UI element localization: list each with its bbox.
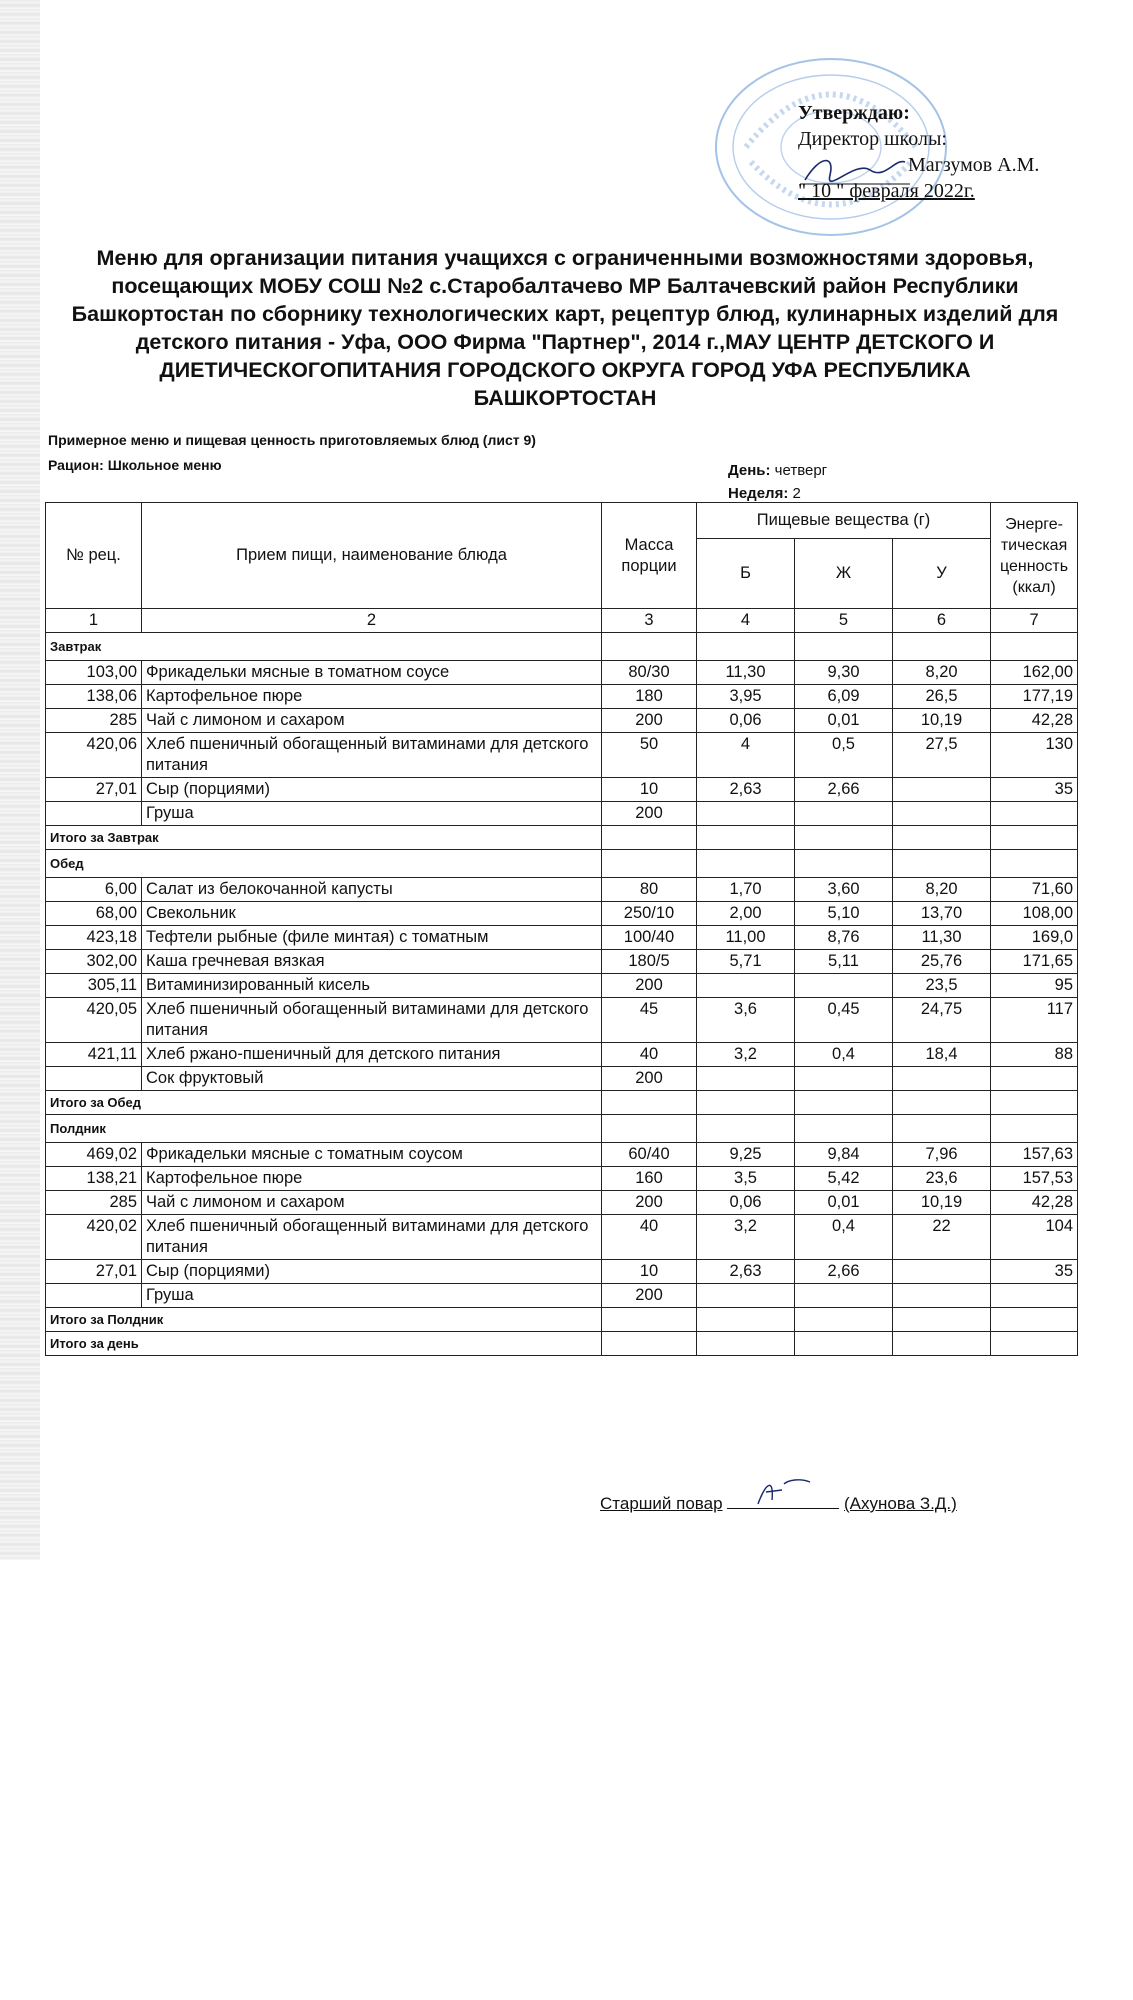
fats-cell: 5,10 bbox=[795, 902, 893, 926]
dish-row bbox=[46, 661, 1078, 685]
portion-mass-cell: 200 bbox=[602, 974, 697, 998]
portion-mass-cell: 200 bbox=[602, 709, 697, 733]
recipe-number-cell: 103,00 bbox=[46, 661, 142, 685]
energy-cell: 171,65 bbox=[991, 950, 1078, 974]
document-title: Меню для организации питания учащихся с ограниченными возможностями здоровья, посещающих МОБУ СОШ №2 с.Старобалтачево МР Балтачевский район Республики Башкортостан по сборнику технологических карт, рецептур блюд, кулинарных изделий для детского питания - Уфа, ООО Фирма "Партнер", 2014 г.,МАУ ЦЕНТР ДЕТСКОГО И ДИЕТИЧЕСКОГОПИТАНИЯ ГОРОДСКОГО ОКРУГА ГОРОД УФА РЕСПУБЛИКА БАШКОРТОСТАН bbox=[71, 246, 1059, 410]
total-row bbox=[46, 1308, 1078, 1332]
fats-cell: 9,30 bbox=[795, 661, 893, 685]
header-proteins: Б bbox=[697, 539, 795, 609]
fats-cell: 0,4 bbox=[795, 1215, 893, 1260]
carbs-cell bbox=[893, 778, 991, 802]
recipe-number-cell: 6,00 bbox=[46, 878, 142, 902]
dish-name-cell: Хлеб пшеничный обогащенный витаминами для детского питания bbox=[142, 1215, 602, 1260]
fats-cell: 2,66 bbox=[795, 1260, 893, 1284]
signature-role: Старший повар bbox=[600, 1494, 723, 1513]
dish-name-cell: Хлеб пшеничный обогащенный витаминами для детского питания bbox=[142, 733, 602, 778]
carbs-cell: 23,5 bbox=[893, 974, 991, 998]
proteins-cell: 11,30 bbox=[697, 661, 795, 685]
fats-cell bbox=[795, 802, 893, 826]
header-portion-mass: Масса порции bbox=[602, 503, 697, 609]
energy-cell: 104 bbox=[991, 1215, 1078, 1260]
approval-heading: Утверждаю: bbox=[798, 102, 910, 124]
meal-section-label: Завтрак bbox=[46, 633, 602, 661]
energy-cell: 130 bbox=[991, 733, 1078, 778]
empty-cell bbox=[795, 1091, 893, 1115]
dish-name-cell: Сок фруктовый bbox=[142, 1067, 602, 1091]
recipe-number-cell bbox=[46, 1067, 142, 1091]
proteins-cell: 3,95 bbox=[697, 685, 795, 709]
dish-name-cell: Фрикадельки мясные с томатным соусом bbox=[142, 1143, 602, 1167]
dish-row bbox=[46, 902, 1078, 926]
portion-mass-cell: 160 bbox=[602, 1167, 697, 1191]
meal-section-row bbox=[46, 1115, 1078, 1143]
dish-row bbox=[46, 709, 1078, 733]
carbs-cell bbox=[893, 1284, 991, 1308]
total-row bbox=[46, 1091, 1078, 1115]
dish-name-cell: Чай с лимоном и сахаром bbox=[142, 1191, 602, 1215]
carbs-cell bbox=[893, 1067, 991, 1091]
portion-mass-cell: 200 bbox=[602, 1067, 697, 1091]
week-info bbox=[728, 485, 801, 502]
day-label: День: bbox=[728, 462, 771, 479]
dish-name-cell: Груша bbox=[142, 1284, 602, 1308]
meal-section-row bbox=[46, 850, 1078, 878]
fats-cell: 2,66 bbox=[795, 778, 893, 802]
header-recipe-number: № рец. bbox=[46, 503, 142, 609]
empty-cell bbox=[991, 826, 1078, 850]
column-index: 6 bbox=[893, 609, 991, 633]
fats-cell: 5,42 bbox=[795, 1167, 893, 1191]
energy-cell: 71,60 bbox=[991, 878, 1078, 902]
proteins-cell: 9,25 bbox=[697, 1143, 795, 1167]
recipe-number-cell: 420,06 bbox=[46, 733, 142, 778]
dish-name-cell: Свекольник bbox=[142, 902, 602, 926]
menu-table bbox=[45, 502, 1078, 1356]
empty-cell bbox=[602, 1308, 697, 1332]
recipe-number-cell: 421,11 bbox=[46, 1043, 142, 1067]
ration: Рацион: Школьное меню bbox=[48, 457, 222, 473]
approval-date: " 10 " февраля 2022г. bbox=[798, 180, 975, 202]
portion-mass-cell: 200 bbox=[602, 1191, 697, 1215]
meal-section-row bbox=[46, 633, 1078, 661]
empty-cell bbox=[795, 1115, 893, 1143]
empty-cell bbox=[991, 1332, 1078, 1356]
dish-name-cell: Фрикадельки мясные в томатном соусе bbox=[142, 661, 602, 685]
week-label: Неделя: bbox=[728, 485, 789, 502]
energy-cell: 88 bbox=[991, 1043, 1078, 1067]
carbs-cell: 8,20 bbox=[893, 661, 991, 685]
header-energy: Энерге-тическая ценность (ккал) bbox=[991, 503, 1078, 609]
proteins-cell: 11,00 bbox=[697, 926, 795, 950]
scan-edge-shadow bbox=[0, 0, 40, 1560]
energy-cell: 117 bbox=[991, 998, 1078, 1043]
fats-cell bbox=[795, 1067, 893, 1091]
carbs-cell: 7,96 bbox=[893, 1143, 991, 1167]
dish-row bbox=[46, 950, 1078, 974]
empty-cell bbox=[795, 1332, 893, 1356]
proteins-cell: 0,06 bbox=[697, 1191, 795, 1215]
carbs-cell: 26,5 bbox=[893, 685, 991, 709]
dish-row bbox=[46, 1260, 1078, 1284]
dish-name-cell: Тефтели рыбные (филе минтая) с томатным bbox=[142, 926, 602, 950]
proteins-cell: 2,63 bbox=[697, 778, 795, 802]
proteins-cell: 1,70 bbox=[697, 878, 795, 902]
empty-cell bbox=[795, 850, 893, 878]
recipe-number-cell: 68,00 bbox=[46, 902, 142, 926]
recipe-number-cell: 302,00 bbox=[46, 950, 142, 974]
proteins-cell bbox=[697, 1067, 795, 1091]
empty-cell bbox=[602, 1115, 697, 1143]
empty-cell bbox=[893, 1308, 991, 1332]
fats-cell: 6,09 bbox=[795, 685, 893, 709]
portion-mass-cell: 180/5 bbox=[602, 950, 697, 974]
dish-row bbox=[46, 1167, 1078, 1191]
portion-mass-cell: 10 bbox=[602, 1260, 697, 1284]
carbs-cell: 27,5 bbox=[893, 733, 991, 778]
energy-cell: 42,28 bbox=[991, 709, 1078, 733]
meal-section-label: Полдник bbox=[46, 1115, 602, 1143]
carbs-cell: 23,6 bbox=[893, 1167, 991, 1191]
empty-cell bbox=[893, 1332, 991, 1356]
empty-cell bbox=[991, 1091, 1078, 1115]
fats-cell bbox=[795, 974, 893, 998]
proteins-cell: 4 bbox=[697, 733, 795, 778]
empty-cell bbox=[893, 826, 991, 850]
portion-mass-cell: 60/40 bbox=[602, 1143, 697, 1167]
portion-mass-cell: 200 bbox=[602, 802, 697, 826]
fats-cell: 8,76 bbox=[795, 926, 893, 950]
energy-cell bbox=[991, 1067, 1078, 1091]
header-nutrients: Пищевые вещества (г) bbox=[697, 503, 991, 539]
carbs-cell: 10,19 bbox=[893, 1191, 991, 1215]
empty-cell bbox=[697, 1308, 795, 1332]
director-signature bbox=[800, 150, 910, 186]
week-value: 2 bbox=[792, 485, 801, 502]
dish-name-cell: Хлеб ржано-пшеничный для детского питания bbox=[142, 1043, 602, 1067]
dish-row bbox=[46, 1284, 1078, 1308]
approval-director-name: Магзумов А.М. bbox=[908, 154, 1040, 176]
empty-cell bbox=[893, 850, 991, 878]
empty-cell bbox=[697, 633, 795, 661]
cook-signature bbox=[748, 1472, 818, 1512]
total-label: Итого за день bbox=[46, 1332, 602, 1356]
meal-section-label: Обед bbox=[46, 850, 602, 878]
dish-row bbox=[46, 1043, 1078, 1067]
carbs-cell: 11,30 bbox=[893, 926, 991, 950]
energy-cell: 35 bbox=[991, 778, 1078, 802]
empty-cell bbox=[991, 1115, 1078, 1143]
energy-cell: 95 bbox=[991, 974, 1078, 998]
energy-cell: 42,28 bbox=[991, 1191, 1078, 1215]
dish-name-cell: Салат из белокочанной капусты bbox=[142, 878, 602, 902]
day-info bbox=[728, 462, 827, 479]
column-index: 3 bbox=[602, 609, 697, 633]
recipe-number-cell: 420,02 bbox=[46, 1215, 142, 1260]
fats-cell: 3,60 bbox=[795, 878, 893, 902]
dish-name-cell: Хлеб пшеничный обогащенный витаминами для детского питания bbox=[142, 998, 602, 1043]
empty-cell bbox=[991, 633, 1078, 661]
dish-name-cell: Сыр (порциями) bbox=[142, 778, 602, 802]
proteins-cell: 3,5 bbox=[697, 1167, 795, 1191]
portion-mass-cell: 10 bbox=[602, 778, 697, 802]
total-row bbox=[46, 1332, 1078, 1356]
proteins-cell: 2,00 bbox=[697, 902, 795, 926]
empty-cell bbox=[697, 1332, 795, 1356]
total-row bbox=[46, 826, 1078, 850]
empty-cell bbox=[991, 850, 1078, 878]
dish-row bbox=[46, 802, 1078, 826]
empty-cell bbox=[893, 1115, 991, 1143]
total-label: Итого за Завтрак bbox=[46, 826, 602, 850]
fats-cell: 5,11 bbox=[795, 950, 893, 974]
dish-row bbox=[46, 878, 1078, 902]
header-carbs: У bbox=[893, 539, 991, 609]
energy-cell: 157,63 bbox=[991, 1143, 1078, 1167]
recipe-number-cell: 420,05 bbox=[46, 998, 142, 1043]
empty-cell bbox=[893, 1091, 991, 1115]
carbs-cell: 24,75 bbox=[893, 998, 991, 1043]
energy-cell bbox=[991, 1284, 1078, 1308]
energy-cell: 108,00 bbox=[991, 902, 1078, 926]
portion-mass-cell: 50 bbox=[602, 733, 697, 778]
dish-name-cell: Груша bbox=[142, 802, 602, 826]
dish-name-cell: Чай с лимоном и сахаром bbox=[142, 709, 602, 733]
dish-row bbox=[46, 1067, 1078, 1091]
proteins-cell: 2,63 bbox=[697, 1260, 795, 1284]
dish-name-cell: Картофельное пюре bbox=[142, 1167, 602, 1191]
proteins-cell: 3,6 bbox=[697, 998, 795, 1043]
recipe-number-cell: 27,01 bbox=[46, 778, 142, 802]
energy-cell bbox=[991, 802, 1078, 826]
day-value: четверг bbox=[774, 462, 828, 479]
portion-mass-cell: 80 bbox=[602, 878, 697, 902]
energy-cell: 157,53 bbox=[991, 1167, 1078, 1191]
header-dish-name: Прием пищи, наименование блюда bbox=[142, 503, 602, 609]
dish-row bbox=[46, 778, 1078, 802]
proteins-cell: 5,71 bbox=[697, 950, 795, 974]
empty-cell bbox=[602, 826, 697, 850]
dish-row bbox=[46, 685, 1078, 709]
carbs-cell: 13,70 bbox=[893, 902, 991, 926]
empty-cell bbox=[697, 826, 795, 850]
recipe-number-cell bbox=[46, 802, 142, 826]
dish-row bbox=[46, 1191, 1078, 1215]
dish-row bbox=[46, 926, 1078, 950]
empty-cell bbox=[697, 1115, 795, 1143]
dish-name-cell: Витаминизированный кисель bbox=[142, 974, 602, 998]
approval-position: Директор школы: bbox=[798, 128, 947, 150]
proteins-cell: 0,06 bbox=[697, 709, 795, 733]
empty-cell bbox=[795, 826, 893, 850]
recipe-number-cell: 285 bbox=[46, 1191, 142, 1215]
carbs-cell: 22 bbox=[893, 1215, 991, 1260]
dish-name-cell: Каша гречневая вязкая bbox=[142, 950, 602, 974]
empty-cell bbox=[602, 850, 697, 878]
recipe-number-cell bbox=[46, 1284, 142, 1308]
empty-cell bbox=[602, 1091, 697, 1115]
dish-row bbox=[46, 733, 1078, 778]
empty-cell bbox=[602, 1332, 697, 1356]
proteins-cell: 3,2 bbox=[697, 1043, 795, 1067]
fats-cell: 0,45 bbox=[795, 998, 893, 1043]
carbs-cell bbox=[893, 802, 991, 826]
fats-cell bbox=[795, 1284, 893, 1308]
energy-cell: 169,0 bbox=[991, 926, 1078, 950]
fats-cell: 9,84 bbox=[795, 1143, 893, 1167]
dish-row bbox=[46, 974, 1078, 998]
dish-row bbox=[46, 1215, 1078, 1260]
column-index: 1 bbox=[46, 609, 142, 633]
column-index: 5 bbox=[795, 609, 893, 633]
carbs-cell: 10,19 bbox=[893, 709, 991, 733]
recipe-number-cell: 285 bbox=[46, 709, 142, 733]
energy-cell: 162,00 bbox=[991, 661, 1078, 685]
total-label: Итого за Полдник bbox=[46, 1308, 602, 1332]
carbs-cell: 25,76 bbox=[893, 950, 991, 974]
proteins-cell bbox=[697, 1284, 795, 1308]
empty-cell bbox=[697, 850, 795, 878]
empty-cell bbox=[991, 1308, 1078, 1332]
empty-cell bbox=[795, 1308, 893, 1332]
recipe-number-cell: 27,01 bbox=[46, 1260, 142, 1284]
column-index: 4 bbox=[697, 609, 795, 633]
energy-cell: 177,19 bbox=[991, 685, 1078, 709]
fats-cell: 0,5 bbox=[795, 733, 893, 778]
portion-mass-cell: 200 bbox=[602, 1284, 697, 1308]
column-index: 7 bbox=[991, 609, 1078, 633]
total-label: Итого за Обед bbox=[46, 1091, 602, 1115]
carbs-cell: 18,4 bbox=[893, 1043, 991, 1067]
portion-mass-cell: 180 bbox=[602, 685, 697, 709]
energy-cell: 35 bbox=[991, 1260, 1078, 1284]
column-index: 2 bbox=[142, 609, 602, 633]
portion-mass-cell: 40 bbox=[602, 1043, 697, 1067]
recipe-number-cell: 138,21 bbox=[46, 1167, 142, 1191]
proteins-cell bbox=[697, 974, 795, 998]
fats-cell: 0,4 bbox=[795, 1043, 893, 1067]
carbs-cell: 8,20 bbox=[893, 878, 991, 902]
dish-row bbox=[46, 1143, 1078, 1167]
recipe-number-cell: 423,18 bbox=[46, 926, 142, 950]
portion-mass-cell: 45 bbox=[602, 998, 697, 1043]
header-fats: Ж bbox=[795, 539, 893, 609]
empty-cell bbox=[795, 633, 893, 661]
recipe-number-cell: 469,02 bbox=[46, 1143, 142, 1167]
subtitle: Примерное меню и пищевая ценность приготовляемых блюд (лист 9) bbox=[48, 432, 536, 448]
recipe-number-cell: 138,06 bbox=[46, 685, 142, 709]
dish-name-cell: Картофельное пюре bbox=[142, 685, 602, 709]
dish-name-cell: Сыр (порциями) bbox=[142, 1260, 602, 1284]
portion-mass-cell: 80/30 bbox=[602, 661, 697, 685]
portion-mass-cell: 40 bbox=[602, 1215, 697, 1260]
dish-row bbox=[46, 998, 1078, 1043]
carbs-cell bbox=[893, 1260, 991, 1284]
proteins-cell: 3,2 bbox=[697, 1215, 795, 1260]
fats-cell: 0,01 bbox=[795, 1191, 893, 1215]
empty-cell bbox=[697, 1091, 795, 1115]
proteins-cell bbox=[697, 802, 795, 826]
recipe-number-cell: 305,11 bbox=[46, 974, 142, 998]
menu-table-body bbox=[46, 633, 1078, 1356]
fats-cell: 0,01 bbox=[795, 709, 893, 733]
signature-name: (Ахунова З.Д.) bbox=[844, 1494, 957, 1513]
empty-cell bbox=[893, 633, 991, 661]
empty-cell bbox=[602, 633, 697, 661]
portion-mass-cell: 250/10 bbox=[602, 902, 697, 926]
portion-mass-cell: 100/40 bbox=[602, 926, 697, 950]
